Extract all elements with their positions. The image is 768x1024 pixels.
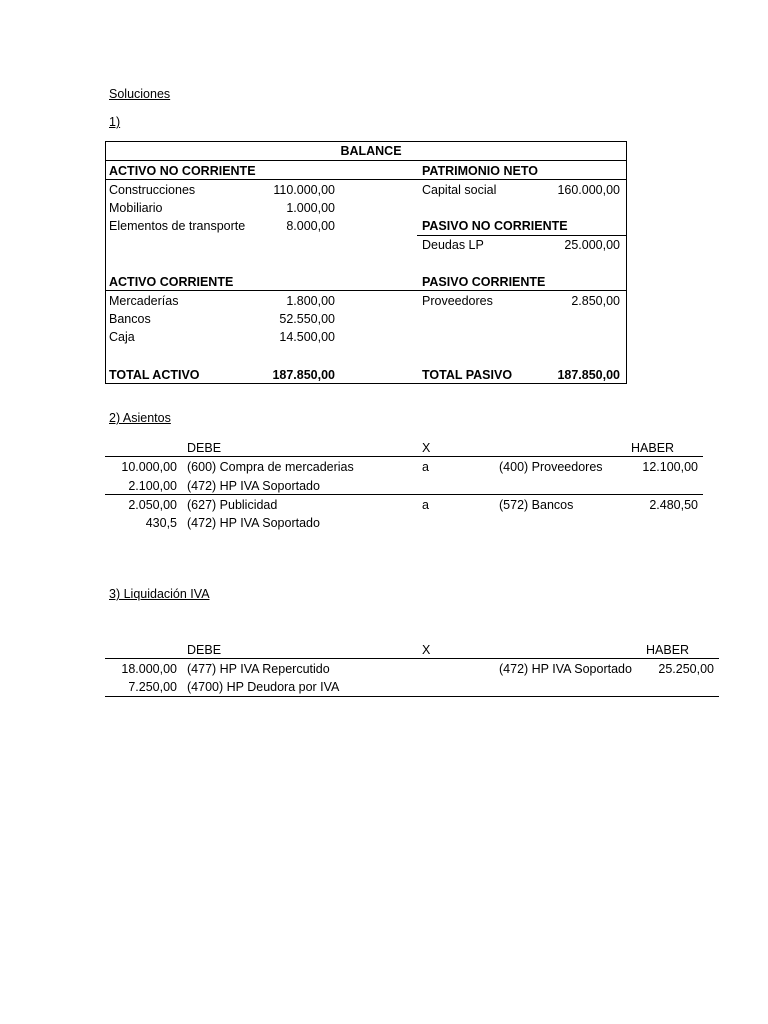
- anc-item-label: Mobiliario: [109, 201, 163, 215]
- liquidacion-header-divider: [105, 658, 719, 659]
- credit-amount: 25.250,00: [658, 662, 714, 676]
- ac-item-label: Mercaderías: [109, 294, 179, 308]
- debit-amount: 10.000,00: [121, 460, 177, 474]
- balance-border-right: [626, 141, 627, 384]
- col-haber-header: HABER: [646, 643, 690, 657]
- balance-header-divider: [105, 179, 627, 180]
- credit-account: (572) Bancos: [499, 498, 574, 512]
- page-heading: Soluciones: [109, 87, 171, 101]
- pn-header: PATRIMONIO NETO: [422, 164, 538, 178]
- anc-item-value: 8.000,00: [286, 219, 335, 233]
- balance-title-divider: [105, 160, 627, 161]
- ac-header: ACTIVO CORRIENTE: [109, 275, 234, 289]
- col-x-header: X: [422, 441, 431, 455]
- credit-account: (472) HP IVA Soportado: [499, 662, 632, 676]
- section-2-label: 2) Asientos: [109, 411, 171, 425]
- entry-divider: [105, 494, 703, 495]
- balance-border-left: [105, 141, 106, 384]
- liquidacion-bottom-divider: [105, 696, 719, 697]
- ac-item-value: 52.550,00: [279, 312, 335, 326]
- pnc-divider: [417, 235, 627, 236]
- debit-account: (472) HP IVA Soportado: [187, 479, 320, 493]
- anc-item-value: 110.000,00: [273, 183, 335, 197]
- total-activo-label: TOTAL ACTIVO: [109, 368, 200, 382]
- ac-item-label: Caja: [109, 330, 135, 344]
- debit-account: (627) Publicidad: [187, 498, 278, 512]
- balance-border-top: [105, 141, 627, 142]
- pn-item-value: 160.000,00: [557, 183, 620, 197]
- debit-amount: 430,5: [145, 516, 177, 530]
- anc-header: ACTIVO NO CORRIENTE: [109, 164, 256, 178]
- pnc-item-value: 25.000,00: [564, 238, 620, 252]
- section-3-label: 3) Liquidación IVA: [109, 587, 210, 601]
- anc-item-label: Elementos de transporte: [109, 219, 246, 233]
- ac-item-value: 1.800,00: [286, 294, 335, 308]
- ac-item-value: 14.500,00: [279, 330, 335, 344]
- total-pasivo-label: TOTAL PASIVO: [422, 368, 513, 382]
- pnc-header: PASIVO NO CORRIENTE: [422, 219, 568, 233]
- ac-item-label: Bancos: [109, 312, 151, 326]
- total-activo-value: 187.850,00: [272, 368, 335, 382]
- entry-x: a: [422, 498, 429, 512]
- credit-amount: 2.480,50: [649, 498, 698, 512]
- col-debe-header: DEBE: [187, 643, 222, 657]
- asientos-header-divider: [105, 456, 703, 457]
- debit-account: (472) HP IVA Soportado: [187, 516, 320, 530]
- balance-title: BALANCE: [340, 144, 402, 158]
- total-pasivo-value: 187.850,00: [557, 368, 620, 382]
- debit-amount: 7.250,00: [128, 680, 177, 694]
- col-x-header: X: [422, 643, 431, 657]
- debit-amount: 18.000,00: [121, 662, 177, 676]
- credit-amount: 12.100,00: [642, 460, 698, 474]
- anc-item-label: Construcciones: [109, 183, 196, 197]
- pnc-item-label: Deudas LP: [422, 238, 484, 252]
- credit-account: (400) Proveedores: [499, 460, 603, 474]
- col-haber-header: HABER: [631, 441, 675, 455]
- section-1-label: 1): [109, 115, 121, 129]
- debit-account: (600) Compra de mercaderias: [187, 460, 354, 474]
- balance-border-bottom: [105, 383, 627, 384]
- entry-x: a: [422, 460, 429, 474]
- debit-account: (4700) HP Deudora por IVA: [187, 680, 340, 694]
- col-debe-header: DEBE: [187, 441, 222, 455]
- corriente-divider: [105, 290, 627, 291]
- pc-item-label: Proveedores: [422, 294, 493, 308]
- pn-item-label: Capital social: [422, 183, 497, 197]
- debit-account: (477) HP IVA Repercutido: [187, 662, 330, 676]
- pc-header: PASIVO CORRIENTE: [422, 275, 546, 289]
- anc-item-value: 1.000,00: [286, 201, 335, 215]
- debit-amount: 2.100,00: [128, 479, 177, 493]
- debit-amount: 2.050,00: [128, 498, 177, 512]
- pc-item-value: 2.850,00: [571, 294, 620, 308]
